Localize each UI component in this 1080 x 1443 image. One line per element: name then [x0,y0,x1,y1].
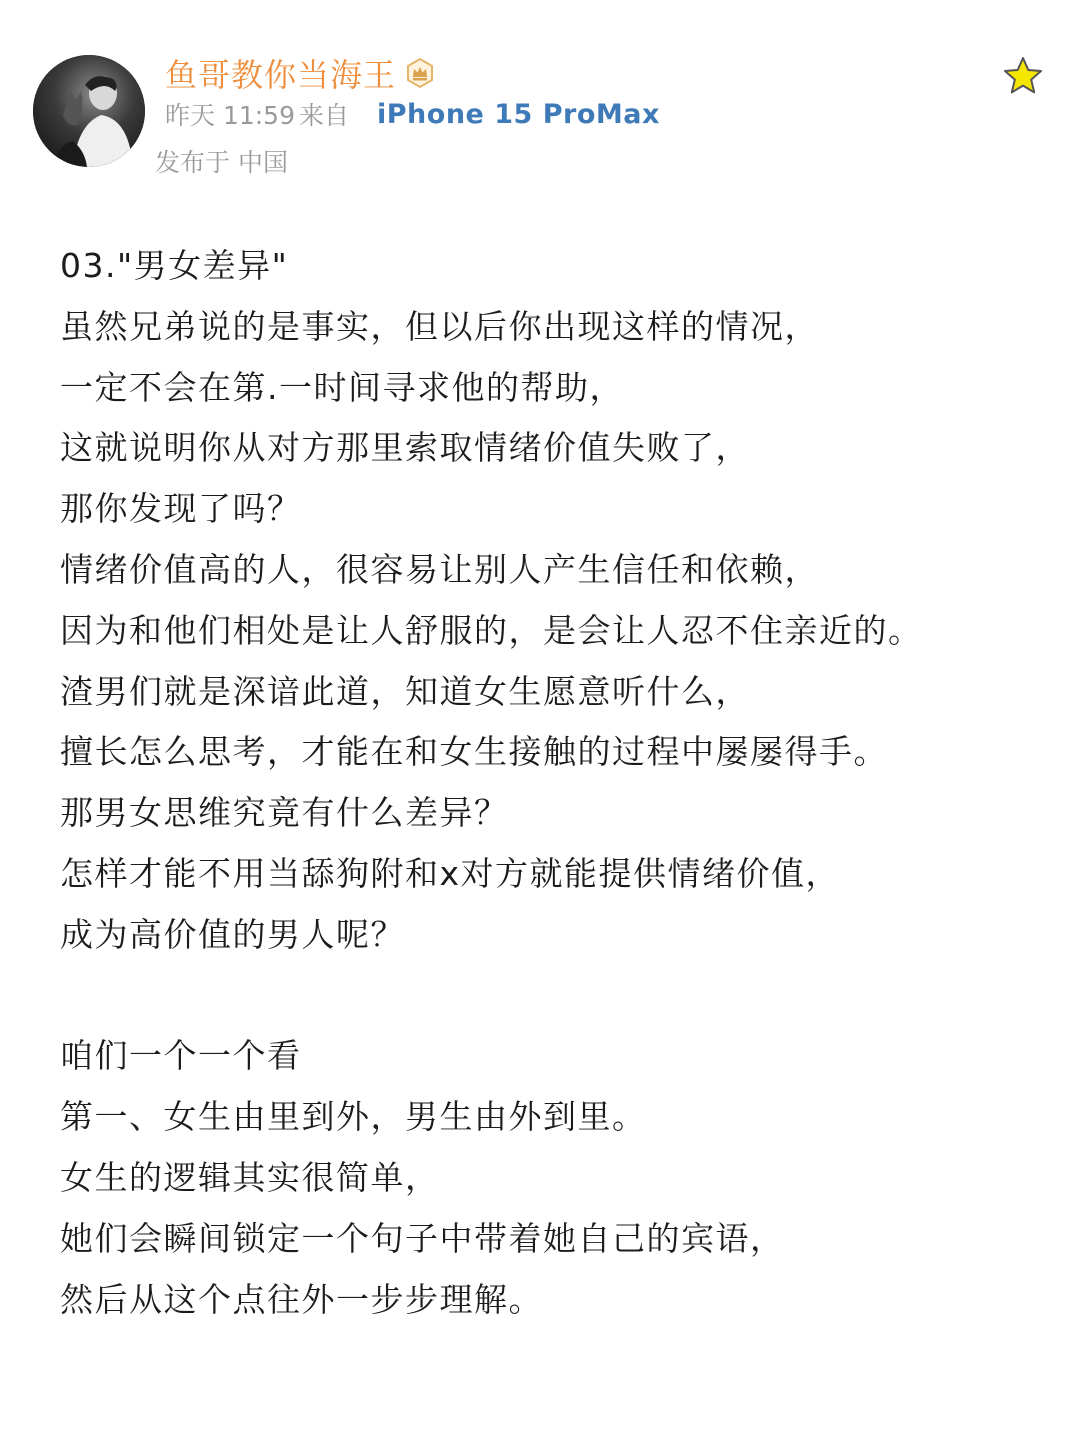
avatar-photo-icon [33,55,145,167]
star-icon[interactable] [1002,55,1044,97]
paragraph-line: 女生的逻辑其实很简单， [60,1157,440,1197]
paragraph-line: 03."男女差异" [60,246,289,285]
verified-crown-icon [404,57,436,89]
paragraph-line: 这就说明你从对方那里索取情绪价值失败了， [60,428,750,468]
paragraph-line: 那男女思维究竟有什么差异？ [60,793,509,833]
paragraph-gap [60,966,1040,1027]
author-row [165,50,436,96]
paragraph-line: 咱们一个一个看 [60,1036,302,1076]
post-location: 发布于 中国 [155,148,288,177]
paragraph-line: 怎样才能不用当舔狗附和x对方就能提供情绪价值， [60,853,841,893]
paragraph-line: 她们会瞬间锁定一个句子中带着她自己的宾语， [60,1218,785,1258]
post-time: 昨天 11:59 [165,101,295,130]
paragraph-line: 那你发现了吗？ [60,489,302,529]
paragraph-line: 渣男们就是深谙此道，知道女生愿意听什么， [60,671,750,711]
device-link[interactable]: iPhone 15 ProMax [377,98,660,130]
paragraph-line: 第一、女生由里到外，男生由外到里。 [60,1097,647,1137]
paragraph-line: 情绪价值高的人，很容易让别人产生信任和依赖， [60,549,819,589]
post-body [60,236,1040,1330]
paragraph-line: 一定不会在第.一时间寻求他的帮助， [60,367,624,407]
paragraph-line: 然后从这个点往外一步步理解。 [60,1279,543,1319]
avatar[interactable] [33,55,145,167]
paragraph-line: 擅长怎么思考，才能在和女生接触的过程中屡屡得手。 [60,732,888,772]
username[interactable]: 鱼哥教你当海王 [165,56,397,94]
post-header [0,0,1080,200]
post-meta [165,96,660,132]
source-prefix: 来自 [299,101,350,130]
paragraph-line: 成为高价值的男人呢？ [60,914,405,954]
paragraph-line: 虽然兄弟说的是事实，但以后你出现这样的情况， [60,306,819,346]
paragraph-line: 因为和他们相处是让人舒服的，是会让人忍不住亲近的。 [60,610,923,650]
